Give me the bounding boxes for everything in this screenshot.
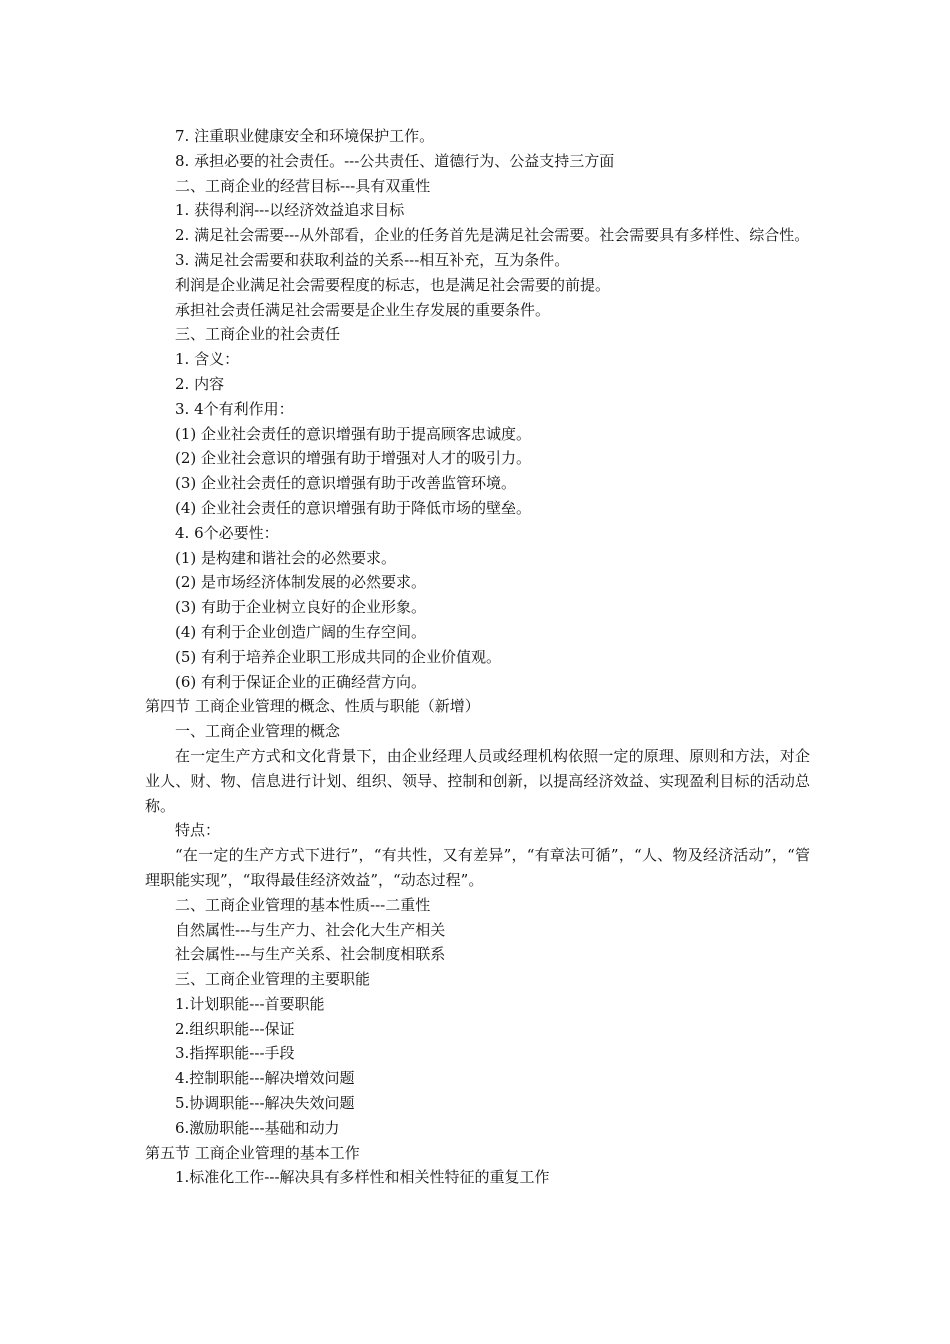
text-line: (6) 有利于保证企业的正确经营方向。 (175, 672, 427, 691)
text-line: 自然属性---与生产力、社会化大生产相关 (175, 920, 446, 939)
text-line: 利润是企业满足社会需要程度的标志，也是满足社会需要的前提。 (175, 275, 611, 294)
text-line: 特点： (175, 821, 221, 840)
text-line: 6.激励职能---基础和动力 (175, 1118, 340, 1137)
text-line: 承担社会责任满足社会需要是企业生存发展的重要条件。 (175, 300, 551, 319)
text-line: 2. 内容 (175, 374, 225, 393)
text-line: 1.计划职能---首要职能 (175, 994, 325, 1013)
section-heading: 第四节 工商企业管理的概念、性质与职能（新增） (145, 697, 480, 716)
text-line: 1.标准化工作---解决具有多样性和相关性特征的重复工作 (175, 1168, 550, 1187)
text-line: (4) 有利于企业创造广阔的生存空间。 (175, 622, 427, 641)
text-line: 4. 6个必要性： (175, 523, 279, 542)
text-line: 二、工商企业的经营目标---具有双重性 (175, 176, 431, 195)
text-line: (2) 企业社会意识的增强有助于增强对人才的吸引力。 (175, 449, 532, 468)
section-heading: 第五节 工商企业管理的基本工作 (145, 1143, 360, 1162)
text-line: (3) 有助于企业树立良好的企业形象。 (175, 598, 427, 617)
text-line: 2.组织职能---保证 (175, 1019, 295, 1038)
text-line: 1. 获得利润---以经济效益追求目标 (175, 201, 405, 220)
text-line: (3) 企业社会责任的意识增强有助于改善监管环境。 (175, 474, 517, 493)
text-line: (1) 企业社会责任的意识增强有助于提高顾客忠诚度。 (175, 424, 532, 443)
text-line: (5) 有利于培养企业职工形成共同的企业价值观。 (175, 647, 502, 666)
text-line: 5.协调职能---解决失效问题 (175, 1094, 355, 1113)
text-line: (1) 是构建和谐社会的必然要求。 (175, 548, 397, 567)
text-line: 7. 注重职业健康安全和环境保护工作。 (175, 127, 435, 145)
document-page (145, 124, 810, 1190)
text-line: 三、工商企业管理的主要职能 (175, 970, 371, 989)
text-line: 3.指挥职能---手段 (175, 1044, 295, 1063)
text-line: 8. 承担必要的社会责任。---公共责任、道德行为、公益支持三方面 (175, 151, 615, 170)
text-line: 社会属性---与生产关系、社会制度相联系 (175, 945, 446, 964)
text-line: 一、工商企业管理的概念 (175, 722, 341, 741)
text-line: 3. 4个有利作用： (175, 399, 294, 418)
text-line: (2) 是市场经济体制发展的必然要求。 (175, 573, 427, 592)
text-line: 4.控制职能---解决增效问题 (175, 1069, 355, 1088)
text-line: (4) 企业社会责任的意识增强有助于降低市场的壁垒。 (175, 498, 532, 517)
paragraph: “在一定的生产方式下进行”，“有共性，又有差异”，“有章法可循”，“人、物及经济活动”，“管理职能实现”，“取得最佳经济效益”，“动态过程”。 (145, 846, 810, 889)
paragraph: 2. 满足社会需要---从外部看，企业的任务首先是满足社会需要。社会需要具有多样性、综合性。 (175, 226, 810, 245)
text-line: 二、工商企业管理的基本性质---二重性 (175, 895, 431, 914)
text-line: 3. 满足社会需要和获取利益的关系---相互补充，互为条件。 (175, 250, 570, 269)
paragraph: 在一定生产方式和文化背景下，由企业经理人员或经理机构依照一定的原理、原则和方法，对企业人、财、物、信息进行计划、组织、领导、控制和创新，以提高经济效益、实现盈利目标的活动总称。 (145, 746, 810, 815)
text-line: 三、工商企业的社会责任 (175, 325, 341, 344)
text-line: 1. 含义： (175, 350, 240, 369)
